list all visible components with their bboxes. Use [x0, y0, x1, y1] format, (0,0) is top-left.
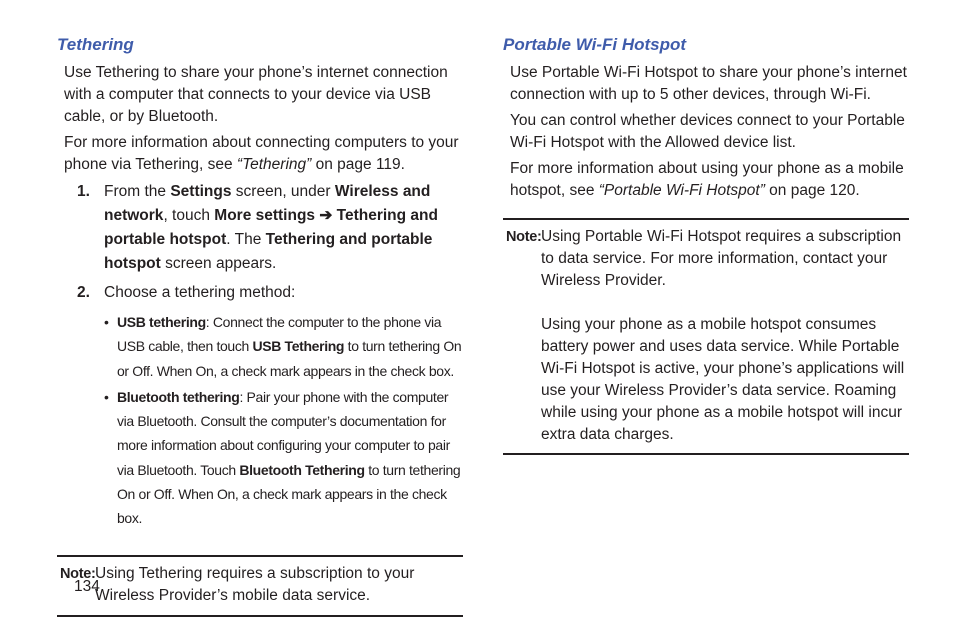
- ui-term-usb-tethering: USB tethering: [117, 314, 206, 330]
- tethering-intro-paragraph: Use Tethering to share your phone’s internet connection with a computer that connects to your device via USB cable, or by Bluetooth.: [64, 64, 448, 125]
- step-text: Choose a tethering method:: [104, 284, 296, 301]
- step-text: . The: [226, 231, 266, 248]
- note-box-hotspot: [503, 218, 909, 455]
- step-text: , touch: [163, 207, 215, 224]
- reference-page-text: on page 119.: [311, 156, 405, 173]
- cross-reference-tethering: “Tethering”: [236, 156, 312, 173]
- page-number: 134: [74, 578, 100, 595]
- cross-reference-hotspot: “Portable Wi-Fi Hotspot”: [598, 182, 765, 199]
- step-1: [77, 180, 463, 276]
- step-text: From the: [104, 183, 171, 200]
- ui-term-wireless-and-network: Wireless and network: [104, 183, 431, 224]
- section-heading-portable-hotspot: Portable Wi-Fi Hotspot: [503, 35, 687, 54]
- ui-term-more-settings-path: More settings ➔ Tethering and portable hotspot: [104, 207, 438, 248]
- reference-text: For more information about using your phone as a mobile hotspot, see: [510, 160, 904, 199]
- reference-page-text: on page 120.: [764, 182, 860, 199]
- left-column: [57, 34, 463, 617]
- bullet-dot: •: [104, 314, 109, 330]
- hotspot-intro-paragraph: Use Portable Wi-Fi Hotspot to share your phone’s internet connection with up to 5 other devices, through Wi-Fi.: [510, 64, 907, 103]
- step-2: [77, 281, 463, 305]
- note-text-subscription: Using Portable Wi-Fi Hotspot requires a subscription to data service. For more information, contact your Wireless Provider.: [541, 228, 902, 289]
- step-text: screen appears.: [160, 255, 277, 272]
- note-text: Using Tethering requires a subscription to your Wireless Provider’s mobile data service.: [95, 564, 415, 604]
- hotspot-allowed-devices-paragraph: You can control whether devices connect to your Portable Wi-Fi Hotspot with the Allowed device list.: [510, 112, 905, 151]
- ui-term-tethering-screen: Tethering and portable hotspot: [104, 231, 433, 272]
- bullet-usb-tethering: [104, 310, 463, 383]
- note-label: Note:: [60, 565, 96, 582]
- ui-term-bluetooth-tethering: Bluetooth tethering: [117, 388, 240, 405]
- note-text-battery: Using your phone as a mobile hotspot consumes battery power and uses data service. While Portable Wi-Fi Hotspot is active, your phone’s applications will use your Wireless Provider’s data service. Roaming while using your phone as a mobile hotspot will incur extra data charges.: [541, 316, 905, 443]
- note-box-tethering: [57, 555, 463, 617]
- step-text: screen, under: [231, 183, 335, 200]
- ui-term-bluetooth-tethering-toggle: Bluetooth Tethering: [239, 461, 365, 478]
- reference-text: For more information about connecting computers to your phone via Tethering, see: [64, 134, 459, 173]
- bullet-bluetooth-tethering: [104, 385, 463, 531]
- bullet-text: to turn tethering On or Off. When On, a check mark appears in the check box.: [117, 461, 461, 527]
- bullet-text: : Connect the computer to the phone via USB cable, then touch: [117, 314, 442, 355]
- bullet-text: : Pair your phone with the computer via Bluetooth. Consult the computer’s documentation for more information about configuring your computer to pair via Bluetooth. Touch: [117, 388, 450, 478]
- section-heading-tethering: Tethering: [57, 35, 134, 54]
- step-number: 1.: [77, 183, 90, 200]
- right-column: [503, 34, 909, 455]
- tethering-reference-paragraph: [64, 132, 463, 176]
- hotspot-reference-paragraph: [510, 158, 909, 202]
- ui-term-settings: Settings: [170, 183, 232, 200]
- bullet-dot: •: [104, 388, 109, 405]
- step-number: 2.: [77, 284, 90, 301]
- ui-term-usb-tethering-toggle: USB Tethering: [252, 338, 345, 355]
- note-label: Note:: [506, 229, 542, 245]
- bullet-text: to turn tethering On or Off. When On, a check mark appears in the check box.: [117, 338, 462, 379]
